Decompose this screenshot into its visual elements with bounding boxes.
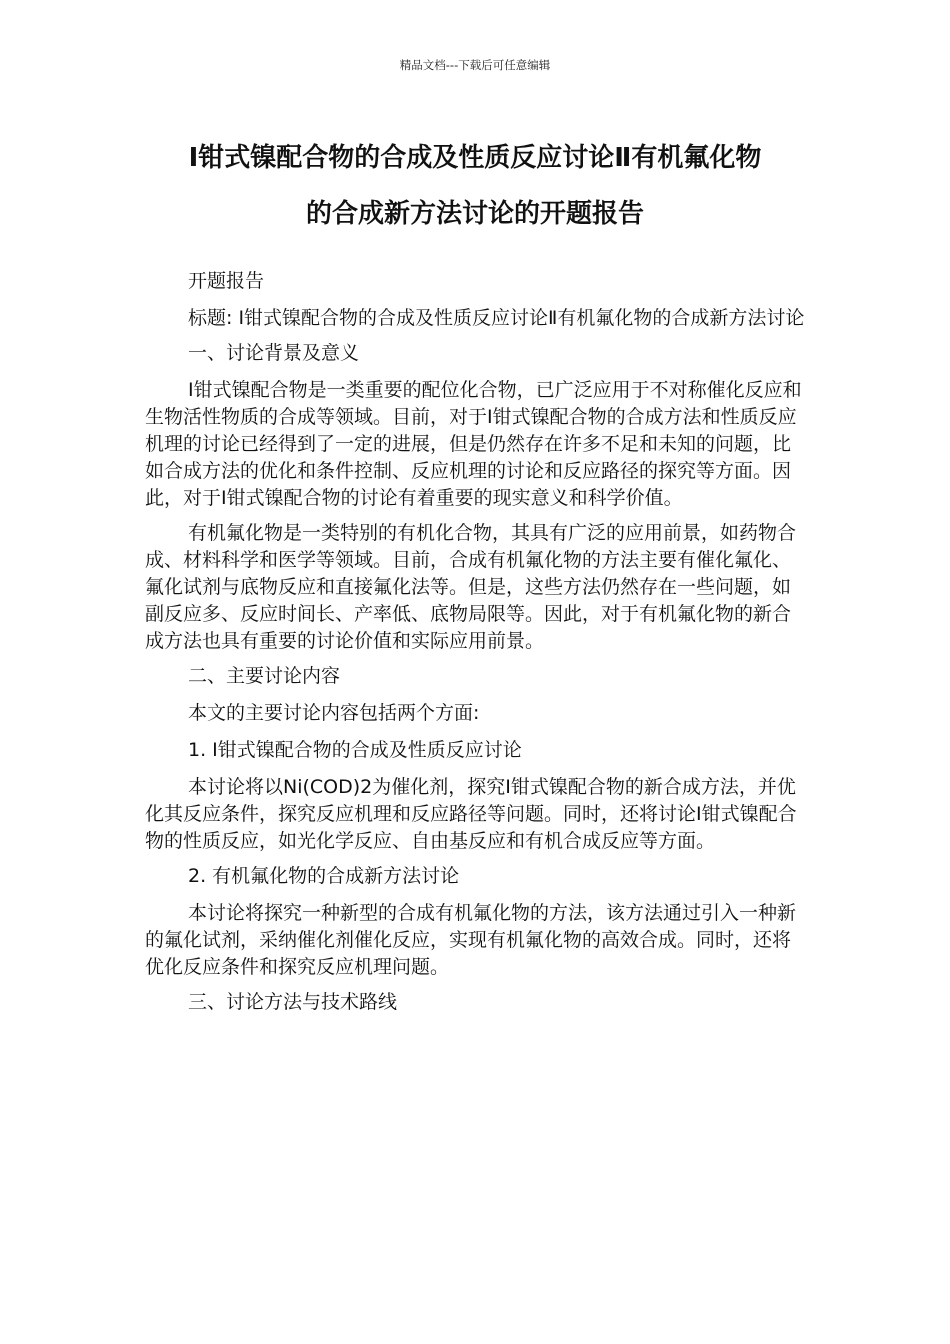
report-label: 开题报告 bbox=[188, 270, 265, 292]
section-heading-background: 一、讨论背景及意义 bbox=[188, 342, 360, 364]
paragraph-nickel-plan: 本讨论将以Ni(COD)2为催化剂，探究Ⅰ钳式镍配合物的新合成方法，并优化其反应条件，探究反应机理和反应路径等问题。同时，还将讨论Ⅰ钳式镍配合物的性质反应，如光化学反应、自由基反应和有机合成反应等方面。 bbox=[145, 776, 797, 852]
section-heading-methods: 三、讨论方法与技术路线 bbox=[188, 991, 398, 1013]
paragraph-content-intro: 本文的主要讨论内容包括两个方面: bbox=[188, 702, 480, 724]
page-header: 精品文档---下载后可任意编辑 bbox=[399, 58, 551, 72]
title-line-1: Ⅰ钳式镍配合物的合成及性质反应讨论Ⅱ有机氟化物 bbox=[188, 143, 762, 173]
paragraph-fluoride-plan: 本讨论将探究一种新型的合成有机氟化物的方法，该方法通过引入一种新的氟化试剂，采纳催化剂催化反应，实现有机氟化物的高效合成。同时，还将优化反应条件和探究反应机理问题。 bbox=[145, 902, 797, 978]
subheading-nickel: 1. Ⅰ钳式镍配合物的合成及性质反应讨论 bbox=[188, 739, 522, 761]
title-line-2: 的合成新方法讨论的开题报告 bbox=[305, 199, 644, 229]
subject-line: 标题: Ⅰ钳式镍配合物的合成及性质反应讨论Ⅱ有机氟化物的合成新方法讨论 bbox=[188, 307, 805, 329]
paragraph-nickel-background: Ⅰ钳式镍配合物是一类重要的配位化合物，已广泛应用于不对称催化反应和生物活性物质的合成等领域。目前，对于Ⅰ钳式镍配合物的合成方法和性质反应机理的讨论已经得到了一定的进展，但是仍然存在许多不足和未知的问题，比如合成方法的优化和条件控制、反应机理的讨论和反应路径的探究等方面。因此，对于Ⅰ钳式镍配合物的讨论有着重要的现实意义和科学价值。 bbox=[145, 379, 802, 509]
document-title bbox=[130, 130, 820, 242]
paragraph-fluoride-background: 有机氟化物是一类特别的有机化合物，其具有广泛的应用前景，如药物合成、材料科学和医学等领域。目前，合成有机氟化物的方法主要有催化氟化、氟化试剂与底物反应和直接氟化法等。但是，这些方法仍然存在一些问题，如副反应多、反应时间长、产率低、底物局限等。因此，对于有机氟化物的新合成方法也具有重要的讨论价值和实际应用前景。 bbox=[145, 522, 797, 652]
subheading-fluoride: 2. 有机氟化物的合成新方法讨论 bbox=[188, 865, 460, 887]
document-body bbox=[145, 268, 805, 1026]
section-heading-main-content: 二、主要讨论内容 bbox=[188, 665, 341, 687]
